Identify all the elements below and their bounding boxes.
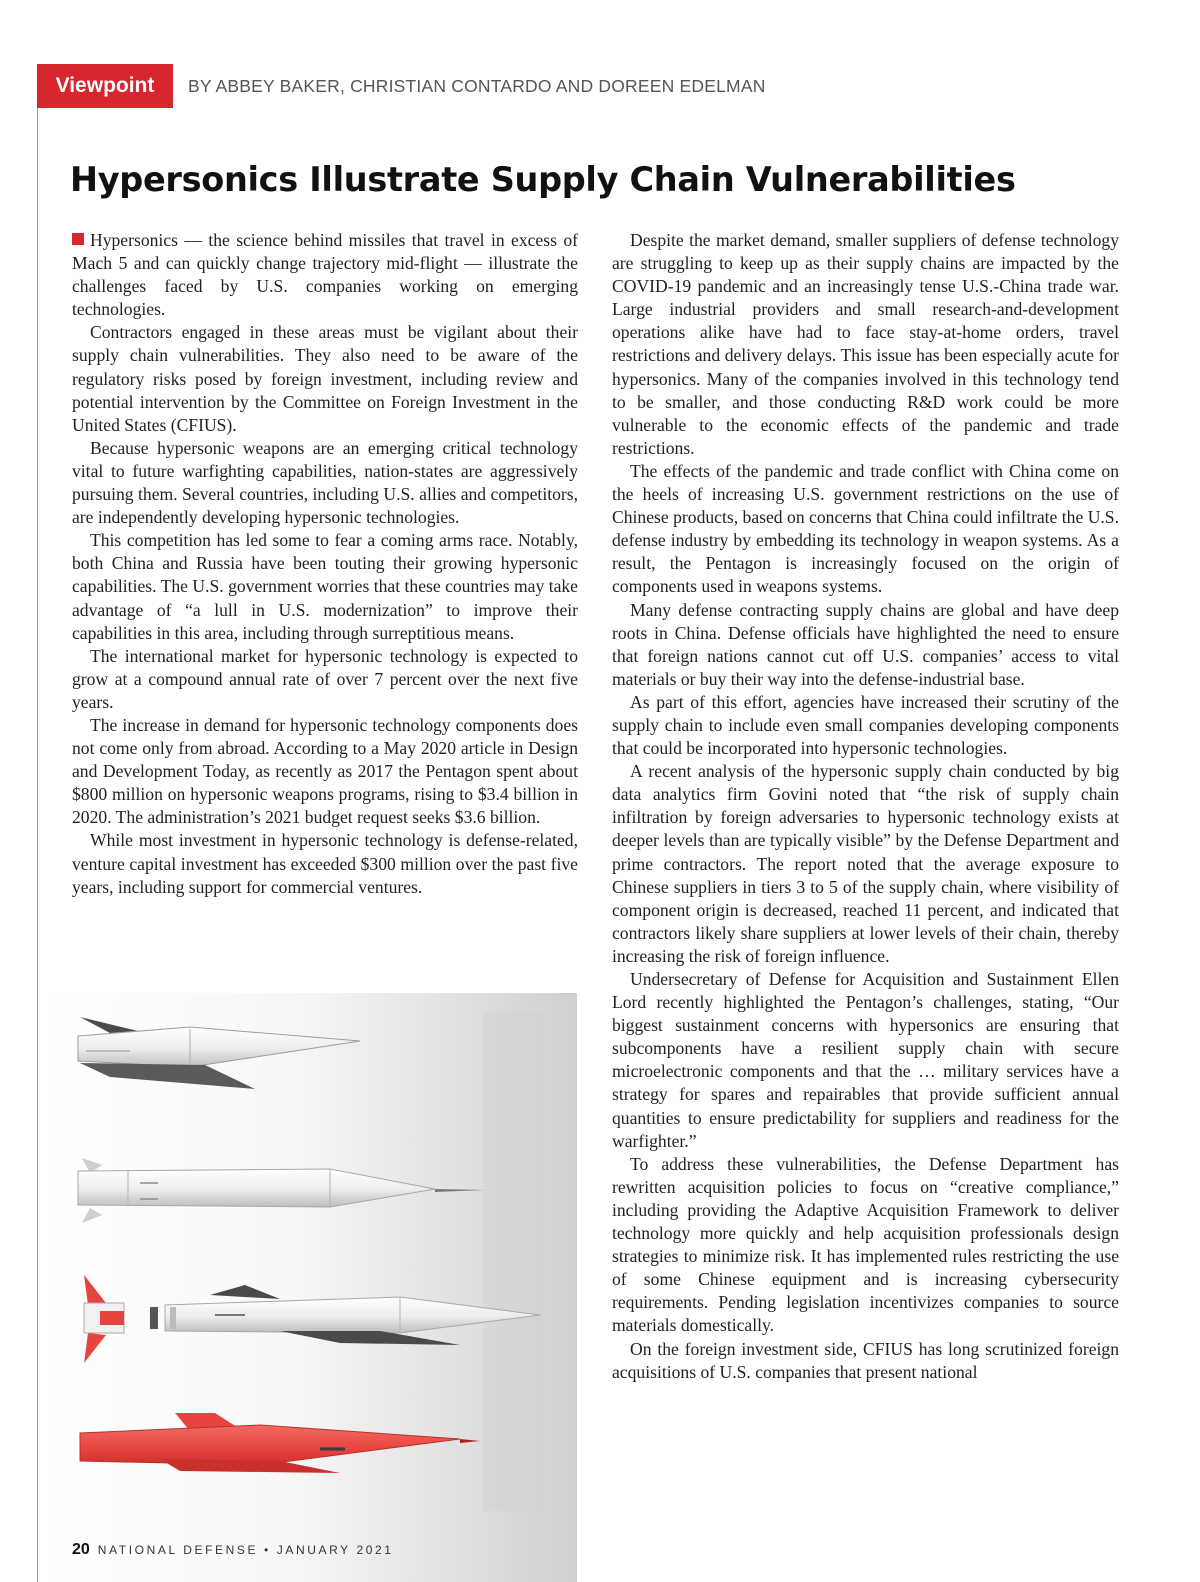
section-tag: Viewpoint [37, 64, 173, 108]
paragraph: The effects of the pandemic and trade conflict with China come on the heels of increasing U.S. government restrictions on the use of Chinese products, based on concerns that China could infiltrate the U.S. defense industry by embedding its technology in weapon systems. As a result, the Pentagon is increasingly focused on the origin of components used in weapons systems. [612, 460, 1119, 597]
backdrop-panel [483, 1011, 543, 1511]
left-rule [37, 108, 38, 1582]
paragraph: Contractors engaged in these areas must be vigilant about their supply chain vulnerabilities. They also need to be aware of the regulatory risks posed by foreign investment, including review and potential intervention by the Committee on Foreign Investment in the United States (CFIUS). [72, 322, 578, 435]
paragraph: While most investment in hypersonic technology is defense-related, venture capital investment has exceeded $300 million over the past five years, including support for commercial ventures. [72, 830, 578, 897]
missiles-graphic [40, 993, 577, 1582]
paragraph [72, 229, 578, 321]
paragraph: This competition has led some to fear a coming arms race. Notably, both China and Russia have been touting their growing hypersonic capabilities. The U.S. government worries that these countries may take advantage of “a lull in U.S. modernization” to improve their capabilities in this area, including through surreptitious means. [72, 530, 578, 643]
red-square-icon [72, 233, 84, 245]
byline: BY ABBEY BAKER, CHRISTIAN CONTARDO AND DOREEN EDELMAN [188, 76, 766, 96]
page-number: 20 [72, 1541, 90, 1558]
missile-cruise-2 [78, 1158, 485, 1223]
article-title: Hypersonics Illustrate Supply Chain Vulnerabilities [70, 160, 1016, 199]
paragraph: To address these vulnerabilities, the Defense Department has rewritten acquisition policies to focus on “creative compliance,” including providing the Adaptive Acquisition Framework to deliver technology more quickly and help acquisition professionals design strategies to minimize risk. It has implemented rules restricting the use of some Chinese equipment and is increasing cybersecurity requirements. Pending legislation incentivizes companies to source materials domestically. [612, 1153, 1119, 1336]
hypersonic-missiles-illustration [40, 993, 577, 1582]
article-column-left [72, 229, 578, 899]
paragraph: The increase in demand for hypersonic technology components does not come only from abroad. According to a May 2020 article in Design and Development Today, as recently as 2017 the Pentagon spent about $800 million on hypersonic weapons programs, rising to $3.4 billion in 2020. The administration’s 2021 budget request seeks $3.6 billion. [72, 714, 578, 828]
missile-glider-1 [78, 1017, 360, 1089]
paragraph: Undersecretary of Defense for Acquisition and Sustainment Ellen Lord recently highlighted the Pentagon’s challenges, stating, “Our biggest sustainment concerns with hypersonics are ensuring that subcomponents have a resilient supply chain with secure microelectronic components and that the … military services have a strategy for spares and repairables that provide sufficient annual quantities to ensure predictability for suppliers and readiness for the warfighter.” [612, 969, 1119, 1151]
paragraph: Despite the market demand, smaller suppliers of defense technology are struggling to keep up as their supply chains are impacted by the COVID-19 pandemic and an increasingly tense U.S.-China trade war. Large industrial providers and small research-and-development operations alike have had to face stay-at-home orders, travel restrictions and delivery delays. This issue has been especially acute for hypersonics. Many of the companies involved in this technology tend to be smaller, and those conducting R&D work could be more vulnerable to the economic effects of the pandemic and trade restrictions. [612, 230, 1119, 458]
missile-red-glider-4 [80, 1413, 480, 1473]
missile-booster-3 [84, 1275, 540, 1363]
page-footer [72, 1541, 394, 1559]
paragraph-text: Hypersonics — the science behind missiles that travel in excess of Mach 5 and can quickly change trajectory mid-flight — illustrate the challenges faced by U.S. companies working on emerging technologies. [72, 230, 578, 320]
publication-line: NATIONAL DEFENSE • JANUARY 2021 [97, 1543, 394, 1557]
paragraph: Many defense contracting supply chains are global and have deep roots in China. Defense officials have highlighted the need to ensure that foreign nations cannot cut off U.S. companies’ access to vital materials or buy their way into the defense-industrial base. [612, 599, 1119, 689]
paragraph: Because hypersonic weapons are an emerging critical technology vital to future warfighting capabilities, nation-states are aggressively pursuing them. Several countries, including U.S. allies and competitors, are independently developing hypersonic technologies. [72, 437, 578, 528]
paragraph: A recent analysis of the hypersonic supply chain conducted by big data analytics firm Govini noted that “the risk of supply chain infiltration by foreign adversaries to hypersonic technology exists at deeper levels than are typically visible” by the Defense Department and prime contractors. The report noted that the average exposure to Chinese suppliers in tiers 3 to 5 of the supply chain, where visibility of component origin is decreased, reached 11 percent, and indicated that contractors likely share suppliers at lower levels of their chain, thereby increasing the risk of foreign influence. [612, 761, 1119, 966]
paragraph: The international market for hypersonic technology is expected to grow at a compound annual rate of over 7 percent over the next five years. [72, 645, 578, 712]
article-column-right [612, 229, 1119, 1384]
paragraph: On the foreign investment side, CFIUS has long scrutinized foreign acquisitions of U.S. companies that present national [612, 1338, 1119, 1382]
paragraph: As part of this effort, agencies have increased their scrutiny of the supply chain to include even small companies developing components that could be incorporated into hypersonic technologies. [612, 691, 1119, 759]
